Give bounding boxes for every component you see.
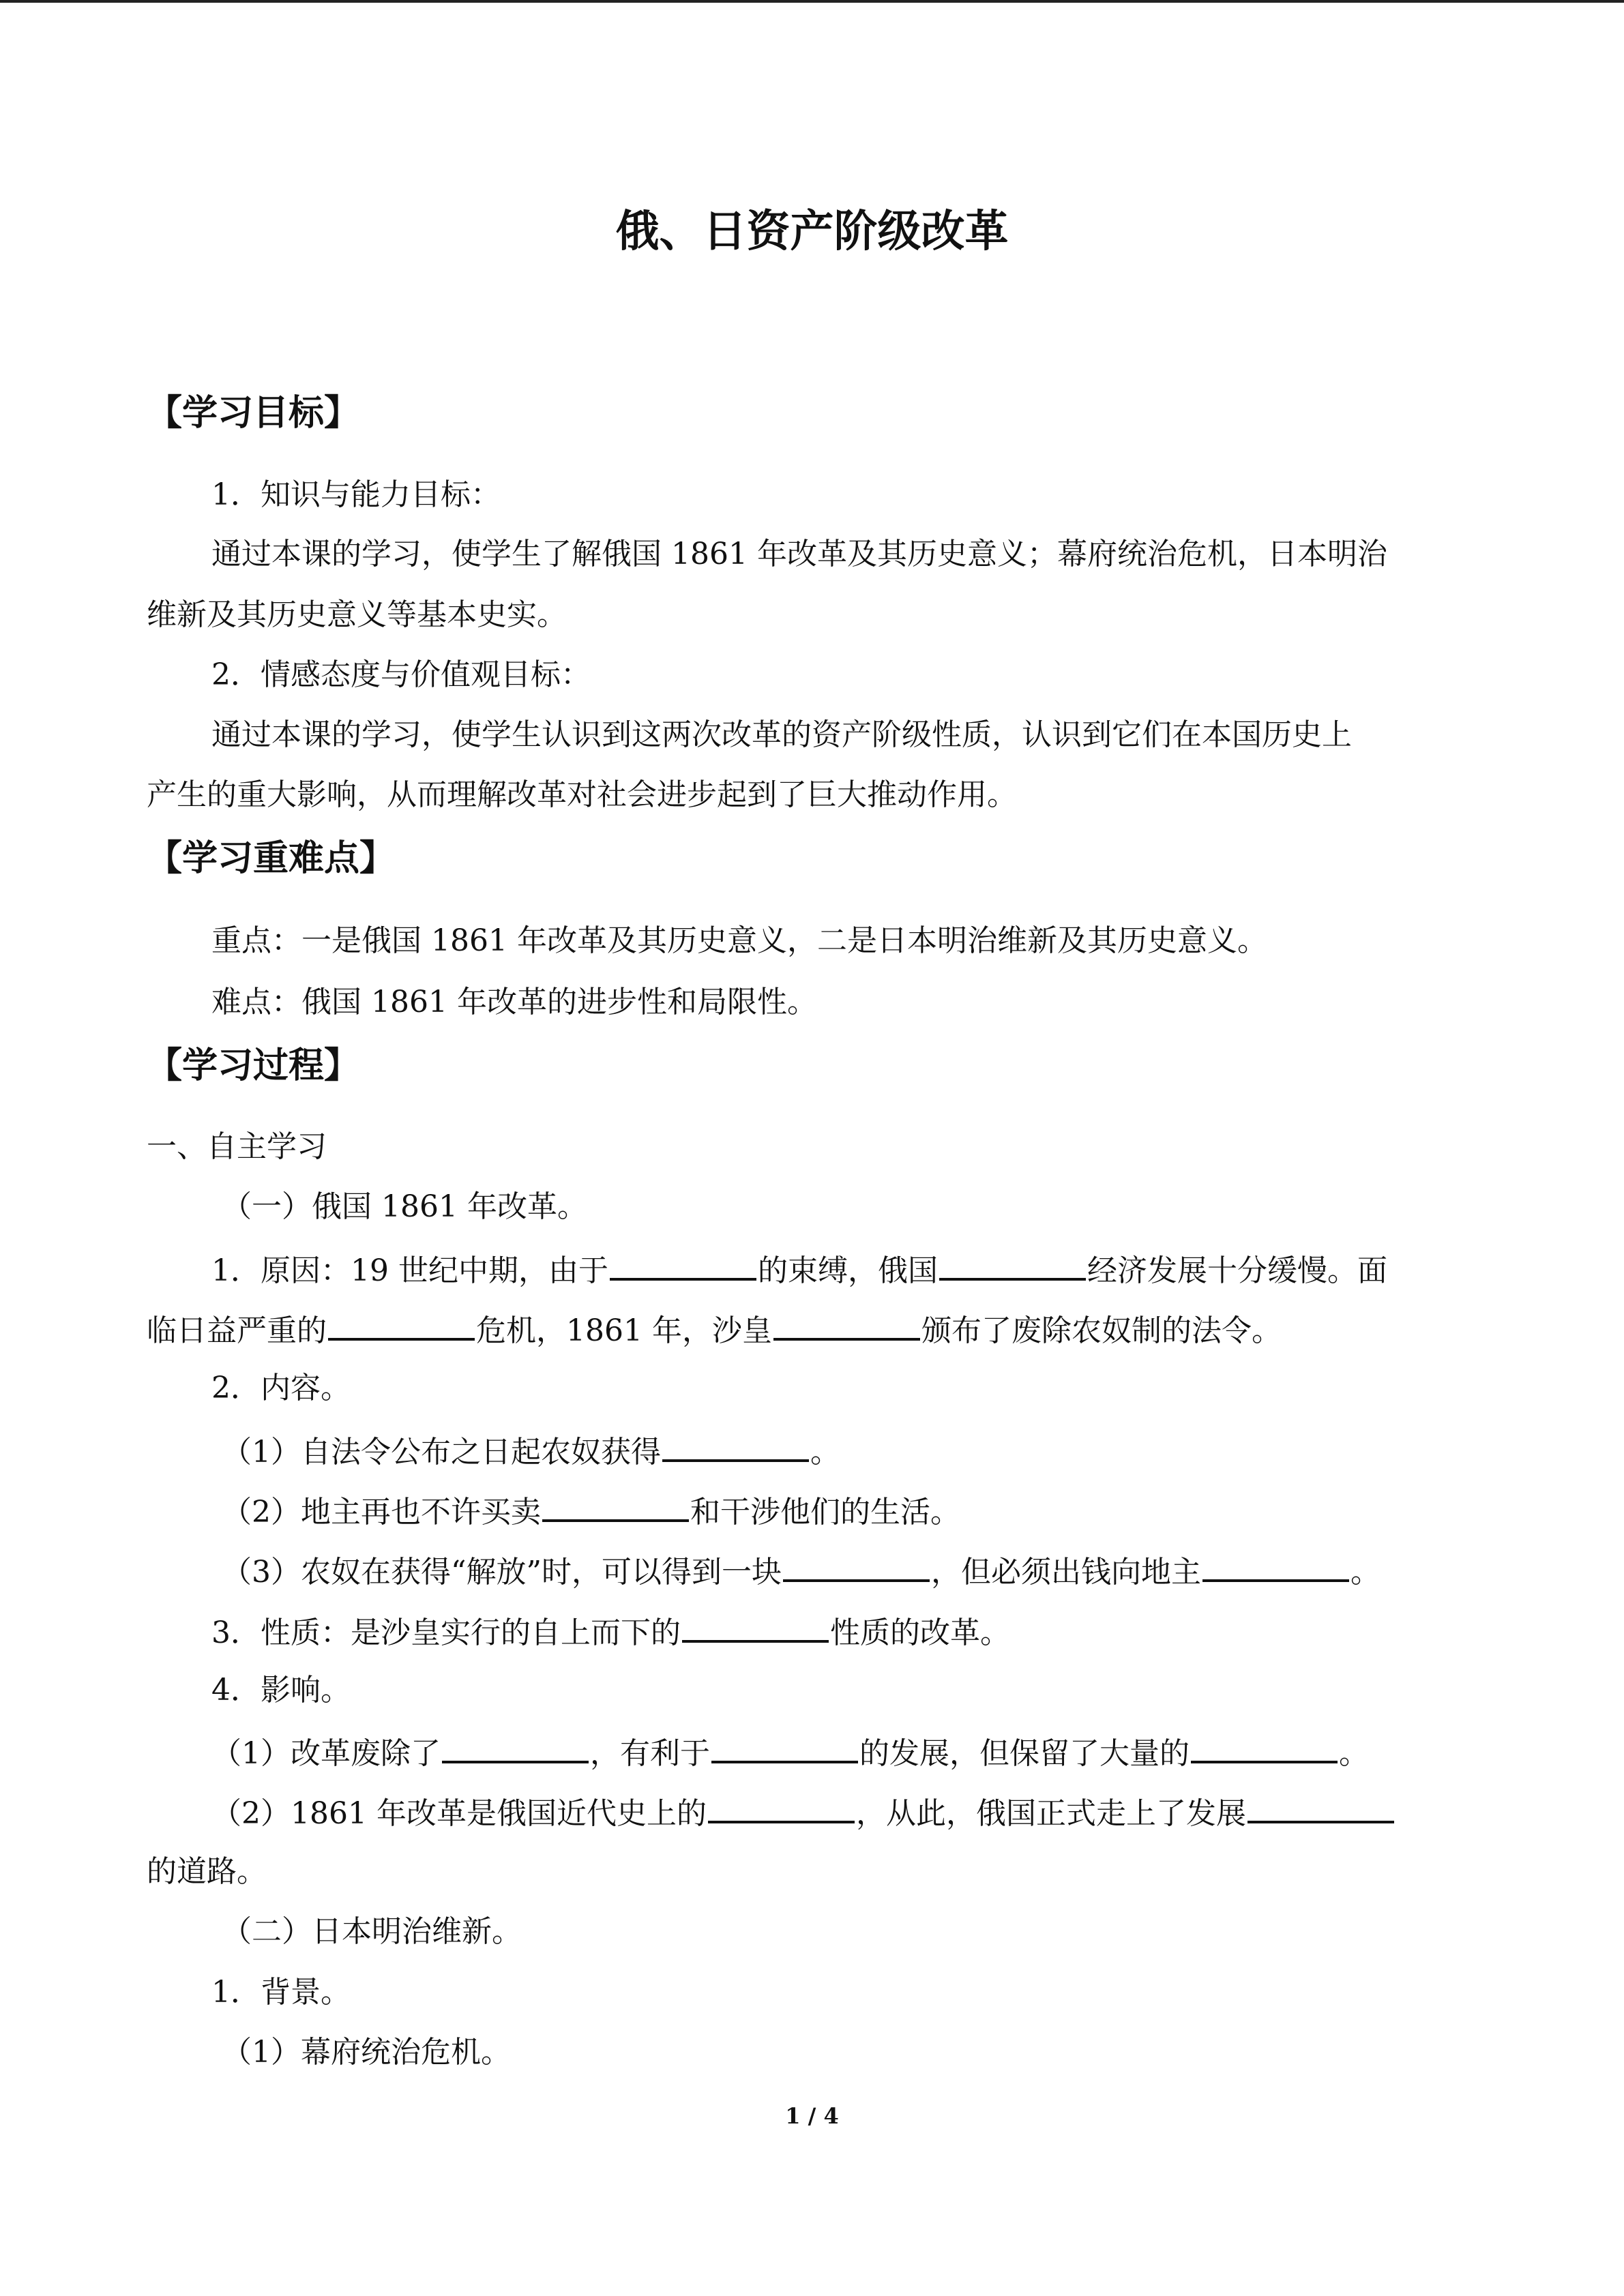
impact-item-2-continued: 的道路。 [147,1854,267,1889]
goal-1-label: 1．知识与能力目标： [211,477,501,512]
impact-1-mid: ，有利于 [590,1736,710,1771]
content-2-text: （2）地主再也不许买卖 [222,1495,541,1530]
cause-text-3: 经济发展十分缓慢。面 [1087,1253,1387,1288]
cause-text-1: 1．原因：19 世纪中期，由于 [211,1253,608,1288]
nature-end: 性质的改革。 [830,1615,1010,1650]
impact-1-end: 。 [1339,1736,1369,1771]
fill-blank[interactable] [662,1429,809,1462]
background-title: 1．背景。 [211,1975,351,2010]
cause-line-2 [147,1308,1483,1352]
goal-1-text-line-2: 维新及其历史意义等基本史实。 [147,597,567,632]
content-1-end: 。 [810,1435,840,1470]
cause-text-2: 的束缚，俄国 [757,1253,938,1288]
japan-reform-title: （二）日本明治维新。 [222,1914,522,1949]
content-item-2 [222,1489,1559,1533]
fill-blank[interactable] [1202,1549,1349,1582]
impact-2-text: （2）1861 年改革是俄国近代史上的 [211,1796,707,1831]
fill-blank[interactable] [1191,1731,1338,1763]
impact-1-text: （1）改革废除了 [211,1736,441,1771]
impact-1-mid-2: 的发展，但保留了大量的 [859,1736,1190,1771]
nature-line [211,1610,1548,1654]
impact-2-mid: ，从此，俄国正式走上了发展 [855,1796,1246,1831]
fill-blank[interactable] [939,1248,1086,1281]
impact-item-2 [211,1791,1548,1834]
fill-blank[interactable] [1247,1791,1394,1823]
impact-title: 4．影响。 [211,1673,351,1708]
goal-2-label: 2．情感态度与价值观目标： [211,657,591,692]
fill-blank[interactable] [542,1489,689,1522]
content-title: 2．内容。 [211,1371,351,1405]
fill-blank[interactable] [610,1248,756,1281]
impact-item-1 [211,1731,1548,1774]
fill-blank[interactable] [682,1610,829,1643]
section-heading-key-points: 【学习重难点】 [147,838,396,879]
fill-blank[interactable] [442,1731,589,1763]
fill-blank[interactable] [328,1308,475,1341]
fill-blank[interactable] [708,1791,855,1823]
cause-text-6: 颁布了废除农奴制的法令。 [921,1313,1282,1348]
goal-2-text-line-1: 通过本课的学习，使学生认识到这两次改革的资产阶级性质，认识到它们在本国历史上 [211,717,1352,752]
content-3-mid: ，但必须出钱向地主 [930,1555,1201,1590]
goal-1-text-line-1: 通过本课的学习，使学生了解俄国 1861 年改革及其历史意义；幕府统治危机，日本明治 [211,537,1387,571]
content-3-text: （3）农奴在获得“解放”时，可以得到一块 [222,1555,782,1590]
content-2-end: 和干涉他们的生活。 [690,1495,960,1530]
page-number: 1 / 4 [785,2103,839,2129]
fill-blank[interactable] [711,1731,858,1763]
russia-reform-title: （一）俄国 1861 年改革。 [222,1189,587,1224]
cause-text-4: 临日益严重的 [147,1313,327,1348]
cause-line-1 [211,1248,1548,1292]
content-1-text: （1）自法令公布之日起农奴获得 [222,1435,661,1470]
document-title: 俄、日资产阶级改革 [615,207,1009,257]
content-item-1 [222,1429,1559,1473]
fill-blank[interactable] [783,1549,930,1582]
section-heading-process: 【学习过程】 [147,1045,360,1086]
cause-text-5: 危机，1861 年，沙皇 [476,1313,772,1348]
section-heading-goals: 【学习目标】 [147,393,360,434]
key-focus: 重点：一是俄国 1861 年改革及其历史意义，二是日本明治维新及其历史意义。 [211,923,1267,958]
key-difficulty: 难点：俄国 1861 年改革的进步性和局限性。 [211,985,817,1019]
content-item-3 [222,1549,1559,1593]
nature-text: 3．性质：是沙皇实行的自上而下的 [211,1615,681,1650]
goal-2-text-line-2: 产生的重大影响，从而理解改革对社会进步起到了巨大推动作用。 [147,777,1017,812]
part-1-title: 一、自主学习 [147,1129,327,1164]
background-item-1: （1）幕府统治危机。 [222,2035,511,2070]
content-3-end: 。 [1350,1555,1381,1590]
fill-blank[interactable] [773,1308,920,1341]
